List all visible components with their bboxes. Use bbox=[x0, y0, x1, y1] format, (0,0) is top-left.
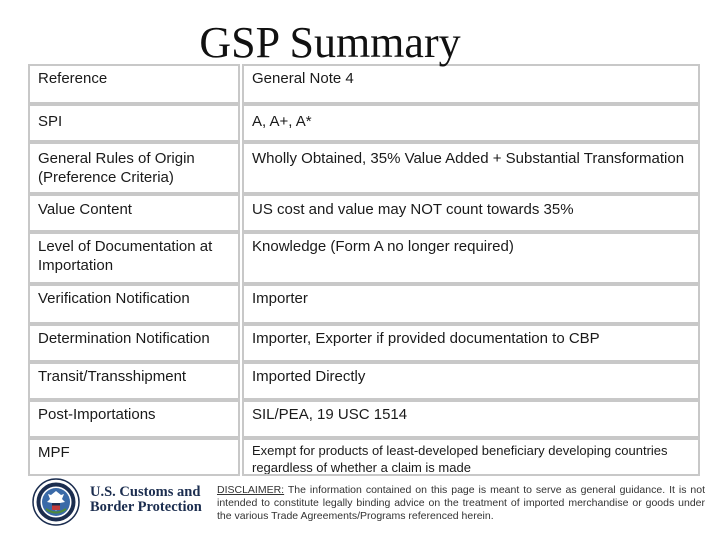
row-label: Level of Documentation at Importation bbox=[28, 232, 240, 284]
row-label: MPF bbox=[28, 438, 240, 476]
cbp-logo bbox=[30, 476, 212, 528]
row-label: Post-Importations bbox=[28, 400, 240, 438]
page-title: GSP Summary bbox=[199, 18, 461, 67]
row-label: Determination Notification bbox=[28, 324, 240, 362]
row-value: A, A+, A* bbox=[242, 104, 700, 142]
row-label: Reference bbox=[28, 64, 240, 104]
disclaimer-label: DISCLAIMER: bbox=[217, 484, 285, 496]
summary-table bbox=[28, 64, 700, 476]
row-value: Imported Directly bbox=[242, 362, 700, 400]
row-value: General Note 4 bbox=[242, 64, 700, 104]
row-value: US cost and value may NOT count towards 35% bbox=[242, 194, 700, 232]
row-value: Importer, Exporter if provided documentation to CBP bbox=[242, 324, 700, 362]
disclaimer bbox=[217, 484, 705, 523]
row-label: Transit/Transshipment bbox=[28, 362, 240, 400]
dhs-seal-icon bbox=[32, 478, 80, 526]
disclaimer-text: The information contained on this page is meant to serve as general guidance. It is not intended to constitute legally binding advice on the treatment of imported merchandise or goods under the various Trade Agreements/Programs referenced herein. bbox=[217, 484, 705, 522]
org-name-line1: U.S. Customs and bbox=[90, 484, 201, 500]
org-name-line2: Border Protection bbox=[90, 499, 202, 515]
row-label: SPI bbox=[28, 104, 240, 142]
row-value: SIL/PEA, 19 USC 1514 bbox=[242, 400, 700, 438]
row-value: Importer bbox=[242, 284, 700, 324]
row-value: Knowledge (Form A no longer required) bbox=[242, 232, 700, 284]
row-label: General Rules of Origin (Preference Criteria) bbox=[28, 142, 240, 194]
row-label: Verification Notification bbox=[28, 284, 240, 324]
row-label: Value Content bbox=[28, 194, 240, 232]
row-value: Wholly Obtained, 35% Value Added + Substantial Transformation bbox=[242, 142, 700, 194]
row-value: Exempt for products of least-developed beneficiary developing countries regardless of whether a claim is made bbox=[242, 438, 700, 476]
